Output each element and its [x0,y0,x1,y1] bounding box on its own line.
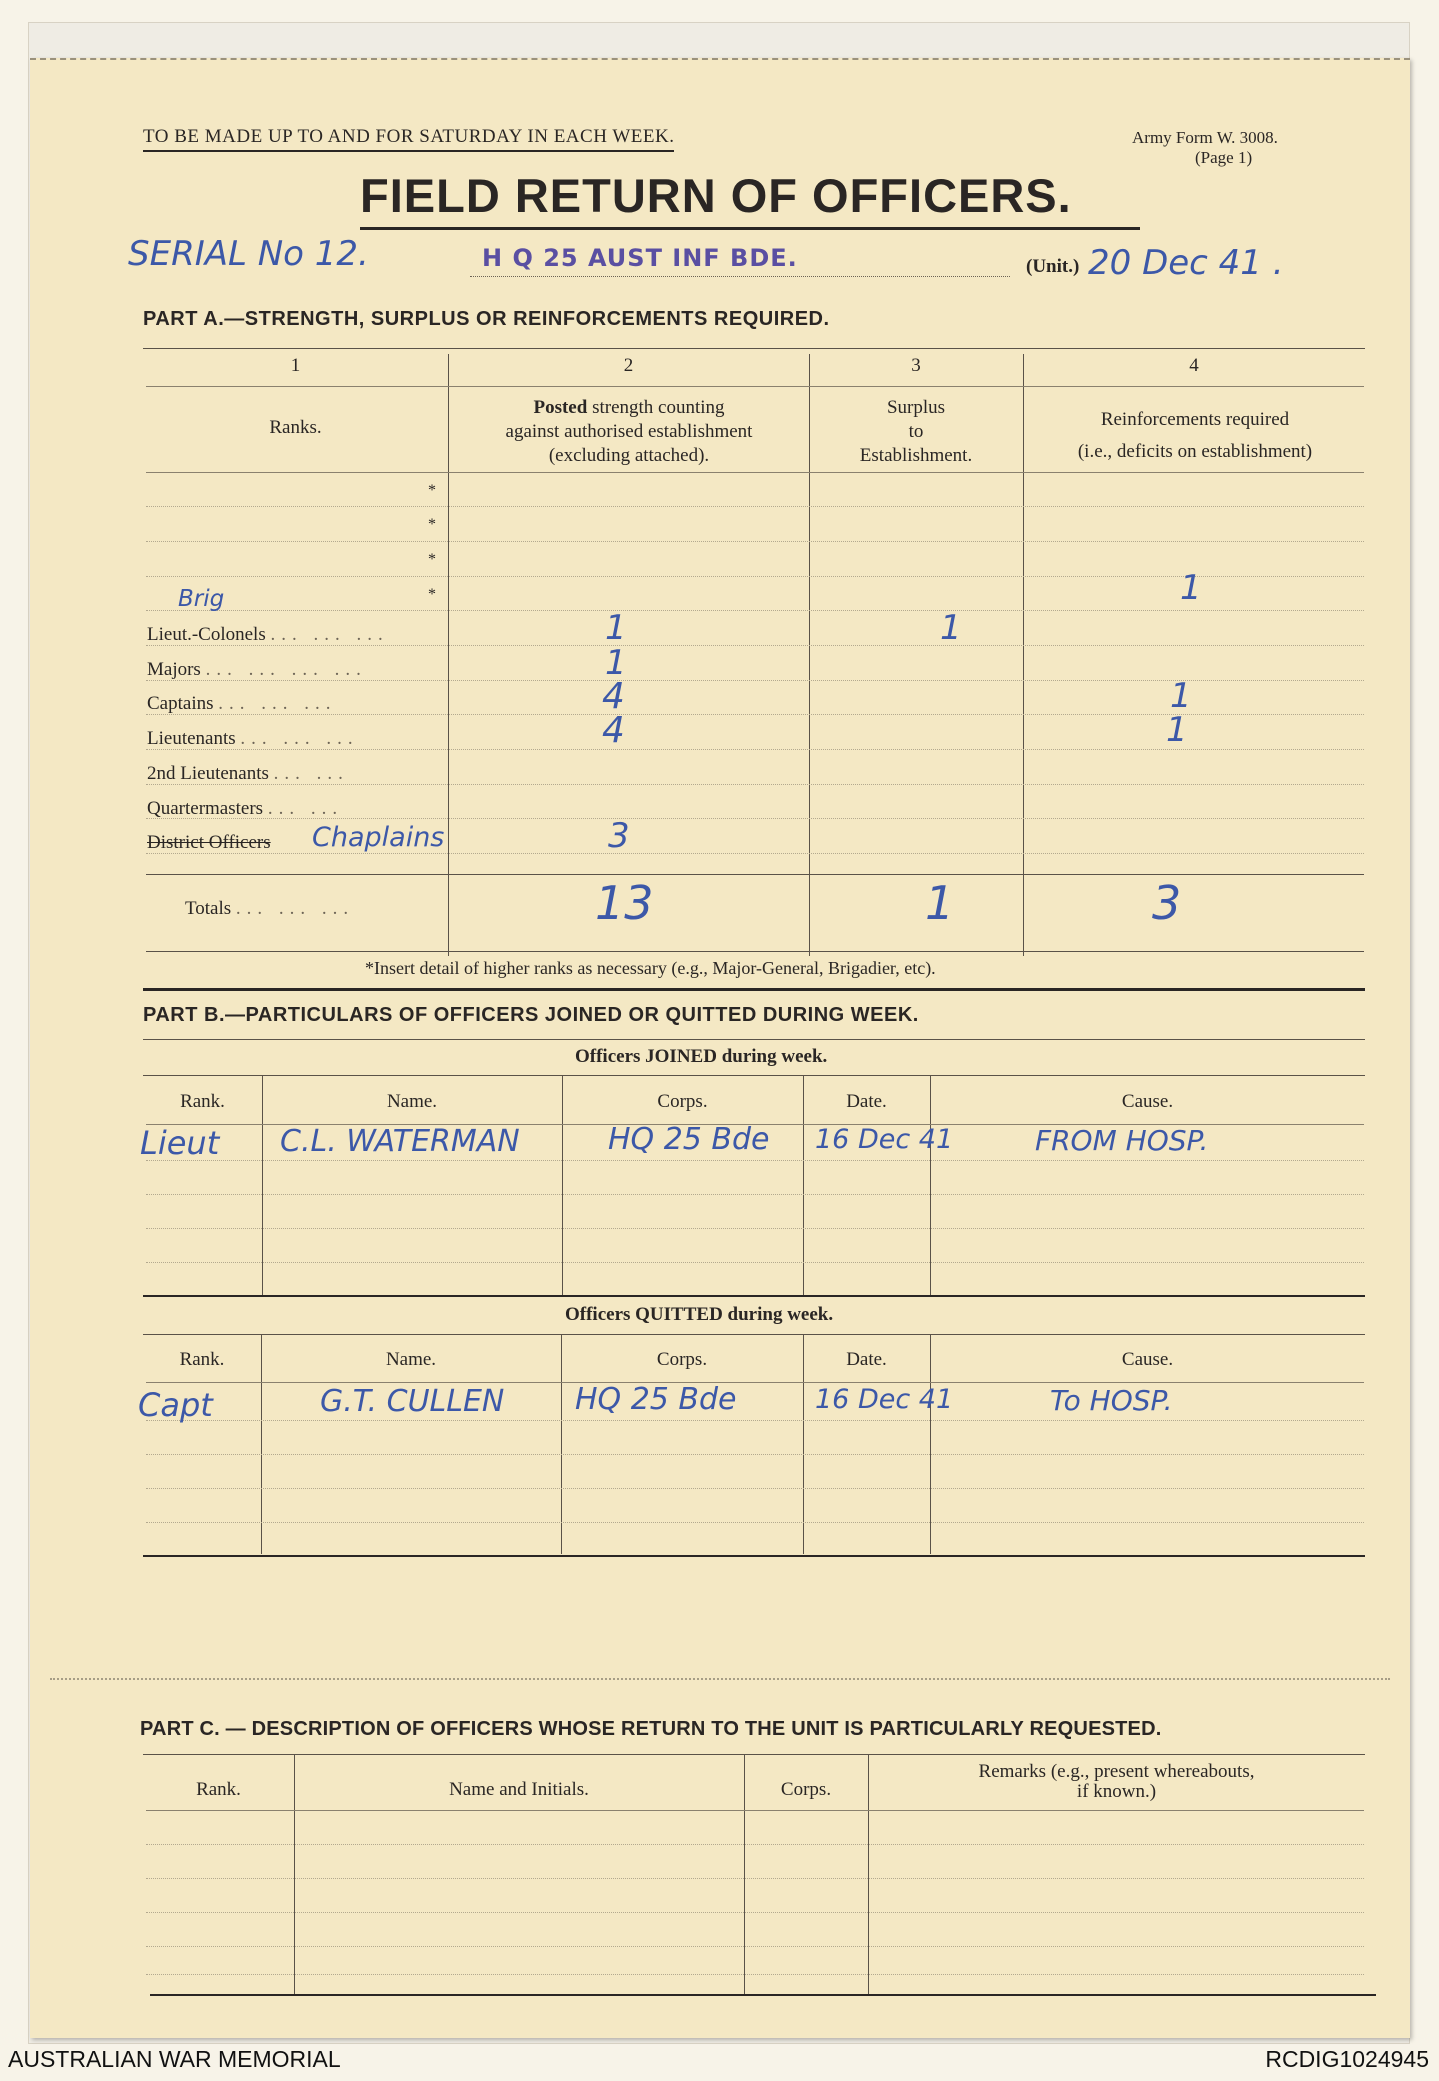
col-posted-header: Posted strength counting against authorised establishment (excluding attached). [505,397,753,466]
joined-date: 16 Dec 41 [815,1124,954,1155]
rank-chaplains: Chaplains [312,822,445,853]
part-a-heading: PART A.—STRENGTH, SURPLUS OR REINFORCEMENTS REQUIRED. [143,308,830,330]
posted-lieut-colonels: 1 [605,608,627,648]
part-c-col-corps: Corps. [780,1779,832,1800]
quitted-date: 16 Dec 41 [815,1384,954,1415]
form-title: FIELD RETURN OF OFFICERS. [360,169,1072,222]
quitted-col-name: Name. [385,1349,437,1370]
unit-dotted-line [470,276,1010,277]
col-ranks-header: Ranks. [269,417,322,438]
joined-rank: Lieut [140,1124,220,1162]
asterisk-marker: * [428,586,436,603]
part-a-footnote: *Insert detail of higher ranks as necessary (e.g., Major-General, Brigadier, etc). [365,958,936,978]
rank-lieutenants: Lieutenants ... ... ... [147,728,359,749]
part-c-col-remarks: Remarks (e.g., present whereabouts, if known.) [978,1761,1255,1802]
form-sheet [30,58,1410,2038]
joined-col-name: Name. [386,1091,438,1112]
totals-label: Totals ... ... ... [185,898,355,919]
joined-name: C.L. WATERMAN [280,1124,520,1159]
quitted-col-corps: Corps. [656,1349,708,1370]
joined-corps: HQ 25 Bde [608,1122,770,1157]
joined-col-cause: Cause. [1121,1091,1174,1112]
fold-line [50,1678,1390,1680]
asterisk-marker: * [428,482,436,499]
rank-captains: Captains ... ... ... [147,693,337,714]
asterisk-marker: * [428,516,436,533]
page-number: (Page 1) [1195,148,1253,167]
posted-chaplains: 3 [608,816,630,856]
form-number: Army Form W. 3008. [1132,128,1278,147]
rank-majors: Majors ... ... ... ... [147,659,367,680]
col-number-1: 1 [290,355,301,376]
quitted-corps: HQ 25 Bde [575,1382,737,1417]
unit-label: (Unit.) [1026,256,1080,277]
footer-source: AUSTRALIAN WAR MEMORIAL [8,2046,341,2072]
col-surplus-header: Surplus to Establishment. [859,397,973,466]
quitted-rank: Capt [138,1386,213,1424]
quitted-cause: To HOSP. [1050,1384,1173,1417]
posted-majors: 1 [605,643,627,683]
return-date: 20 Dec 41 . [1088,243,1284,283]
brig-reinforcements: 1 [1180,568,1202,608]
joined-col-date: Date. [846,1091,887,1112]
col-number-4: 4 [1189,355,1199,376]
totals-reinforcements: 3 [1152,876,1182,930]
part-b-heading: PART B.—PARTICULARS OF OFFICERS JOINED OR QUITTED DURING WEEK. [143,1004,919,1026]
col-number-3: 3 [911,355,921,376]
footer-record-id: RCDIG1024945 [1265,2046,1429,2072]
col-number-2: 2 [623,355,634,376]
asterisk-marker: * [428,551,436,568]
joined-caption: Officers JOINED during week. [575,1046,828,1067]
part-a-top-rule [143,348,1365,349]
quitted-col-cause: Cause. [1121,1349,1174,1370]
top-instruction: TO BE MADE UP TO AND FOR SATURDAY IN EACH WEEK. [143,126,674,152]
reinforcements-lieutenants: 1 [1166,710,1188,750]
joined-col-corps: Corps. [657,1091,708,1112]
serial-number: SERIAL No 12. [128,234,369,274]
rank-brig: Brig [178,586,225,612]
posted-captains: 4 [602,676,625,717]
joined-col-rank: Rank. [180,1091,225,1112]
quitted-caption: Officers QUITTED during week. [565,1304,834,1325]
part-c-col-name: Name and Initials. [449,1779,589,1800]
col-reinforcements-header: Reinforcements required (i.e., deficits on establishment) [1077,409,1313,462]
rank-quartermasters: Quartermasters ... ... [147,798,344,819]
rank-district-officers: District Officers [147,832,271,853]
quitted-col-date: Date. [846,1349,887,1370]
quitted-col-rank: Rank. [179,1349,225,1370]
title-underline [360,227,1140,230]
quitted-name: G.T. CULLEN [320,1384,505,1419]
part-c-heading: PART C. — DESCRIPTION OF OFFICERS WHOSE RETURN TO THE UNIT IS PARTICULARLY REQUESTED. [140,1718,1162,1740]
joined-cause: FROM HOSP. [1035,1124,1209,1157]
reinforcements-captains: 1 [1170,676,1192,716]
totals-posted: 13 [595,876,654,930]
part-c-col-rank: Rank. [196,1779,241,1800]
rank-lieut-colonels: Lieut.-Colonels ... ... ... [147,624,389,645]
rank-2nd-lieutenants: 2nd Lieutenants ... ... [147,763,349,784]
unit-stamp: H Q 25 AUST INF BDE. [482,244,798,272]
totals-surplus: 1 [925,876,955,930]
surplus-lieut-colonels: 1 [940,608,962,648]
posted-lieutenants: 4 [602,710,625,751]
